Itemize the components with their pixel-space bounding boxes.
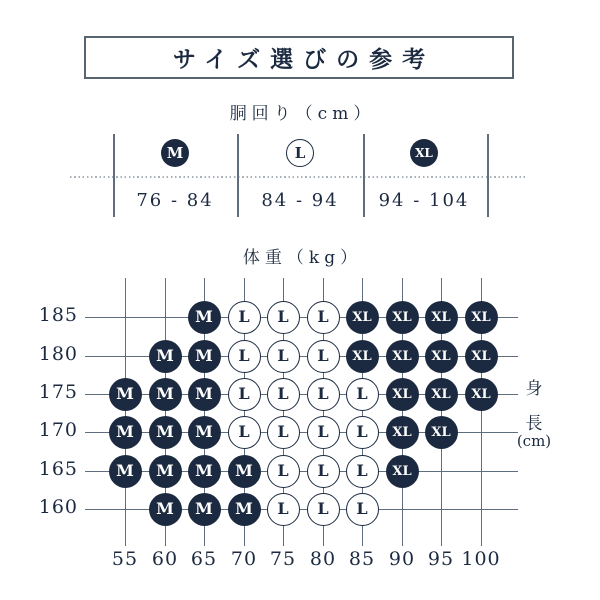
- size-cell: XL: [425, 416, 458, 449]
- weight-tick-label: 55: [111, 548, 139, 570]
- size-cell: L: [228, 340, 261, 373]
- page-title: サイズ選びの参考: [172, 46, 436, 73]
- size-cell: L: [267, 301, 300, 334]
- weight-section-heading: 体重（kg）: [242, 248, 363, 268]
- size-cell: XL: [386, 378, 419, 411]
- size-cell: XL: [425, 378, 458, 411]
- height-tick-label: 165: [38, 458, 78, 480]
- size-cell: XL: [386, 340, 419, 373]
- size-cell: XL: [386, 301, 419, 334]
- weight-tick-label: 85: [348, 548, 376, 570]
- size-cell: L: [228, 416, 261, 449]
- size-cell: L: [228, 378, 261, 411]
- size-cell: M: [109, 378, 142, 411]
- size-badge-xl: XL: [410, 139, 438, 167]
- size-cell: L: [307, 378, 340, 411]
- height-axis-label-char: 身: [525, 379, 543, 399]
- size-cell: L: [307, 340, 340, 373]
- size-cell: M: [149, 493, 182, 526]
- size-cell: L: [346, 378, 379, 411]
- height-tick-label: 185: [38, 304, 78, 326]
- size-cell: L: [307, 301, 340, 334]
- size-cell: M: [149, 416, 182, 449]
- height-tick-label: 180: [38, 343, 78, 365]
- size-cell: M: [188, 301, 221, 334]
- size-cell: L: [267, 416, 300, 449]
- weight-tick-label: 80: [309, 548, 337, 570]
- size-cell: XL: [346, 301, 379, 334]
- size-cell: XL: [465, 340, 498, 373]
- height-tick-label: 175: [38, 381, 78, 403]
- size-cell: XL: [425, 301, 458, 334]
- size-cell: L: [307, 493, 340, 526]
- size-cell: XL: [465, 378, 498, 411]
- size-cell: M: [188, 378, 221, 411]
- waist-section-heading: 胴回り（cm）: [229, 104, 376, 124]
- size-cell: XL: [386, 416, 419, 449]
- size-cell: L: [267, 493, 300, 526]
- size-cell: M: [188, 455, 221, 488]
- weight-tick-label: 90: [388, 548, 416, 570]
- weight-tick-label: 60: [151, 548, 179, 570]
- size-cell: M: [188, 416, 221, 449]
- size-cell: L: [346, 455, 379, 488]
- waist-range-value: 84 - 94: [261, 190, 339, 211]
- size-cell: M: [188, 340, 221, 373]
- weight-tick-label: 65: [190, 548, 218, 570]
- waist-column-divider: [487, 134, 489, 217]
- height-axis-label-unit: (cm): [516, 432, 552, 450]
- height-tick-label: 170: [38, 419, 78, 441]
- grid-column-line: [125, 278, 126, 546]
- title-box: [84, 36, 514, 79]
- size-cell: XL: [346, 340, 379, 373]
- size-cell: M: [149, 455, 182, 488]
- size-cell: L: [267, 378, 300, 411]
- size-cell: M: [109, 416, 142, 449]
- size-cell: XL: [386, 455, 419, 488]
- size-cell: M: [228, 455, 261, 488]
- waist-range-value: 76 - 84: [136, 190, 214, 211]
- size-badge-m: M: [161, 139, 189, 167]
- size-cell: L: [307, 416, 340, 449]
- size-cell: L: [307, 455, 340, 488]
- size-cell: XL: [465, 301, 498, 334]
- size-cell: L: [346, 416, 379, 449]
- size-cell: L: [228, 301, 261, 334]
- weight-tick-label: 95: [427, 548, 455, 570]
- height-axis-label-char: 長: [525, 414, 543, 434]
- weight-tick-label: 75: [269, 548, 297, 570]
- size-cell: M: [188, 493, 221, 526]
- size-cell: L: [267, 340, 300, 373]
- size-cell: L: [346, 493, 379, 526]
- size-cell: L: [267, 455, 300, 488]
- size-cell: M: [149, 340, 182, 373]
- weight-tick-label: 70: [230, 548, 258, 570]
- waist-range-value: 94 - 104: [378, 190, 470, 211]
- size-cell: M: [228, 493, 261, 526]
- size-cell: M: [149, 378, 182, 411]
- size-badge-l: L: [286, 139, 314, 167]
- size-cell: XL: [425, 340, 458, 373]
- height-tick-label: 160: [38, 496, 78, 518]
- waist-dotted-line: [70, 176, 528, 178]
- weight-tick-label: 100: [461, 548, 501, 570]
- size-cell: M: [109, 455, 142, 488]
